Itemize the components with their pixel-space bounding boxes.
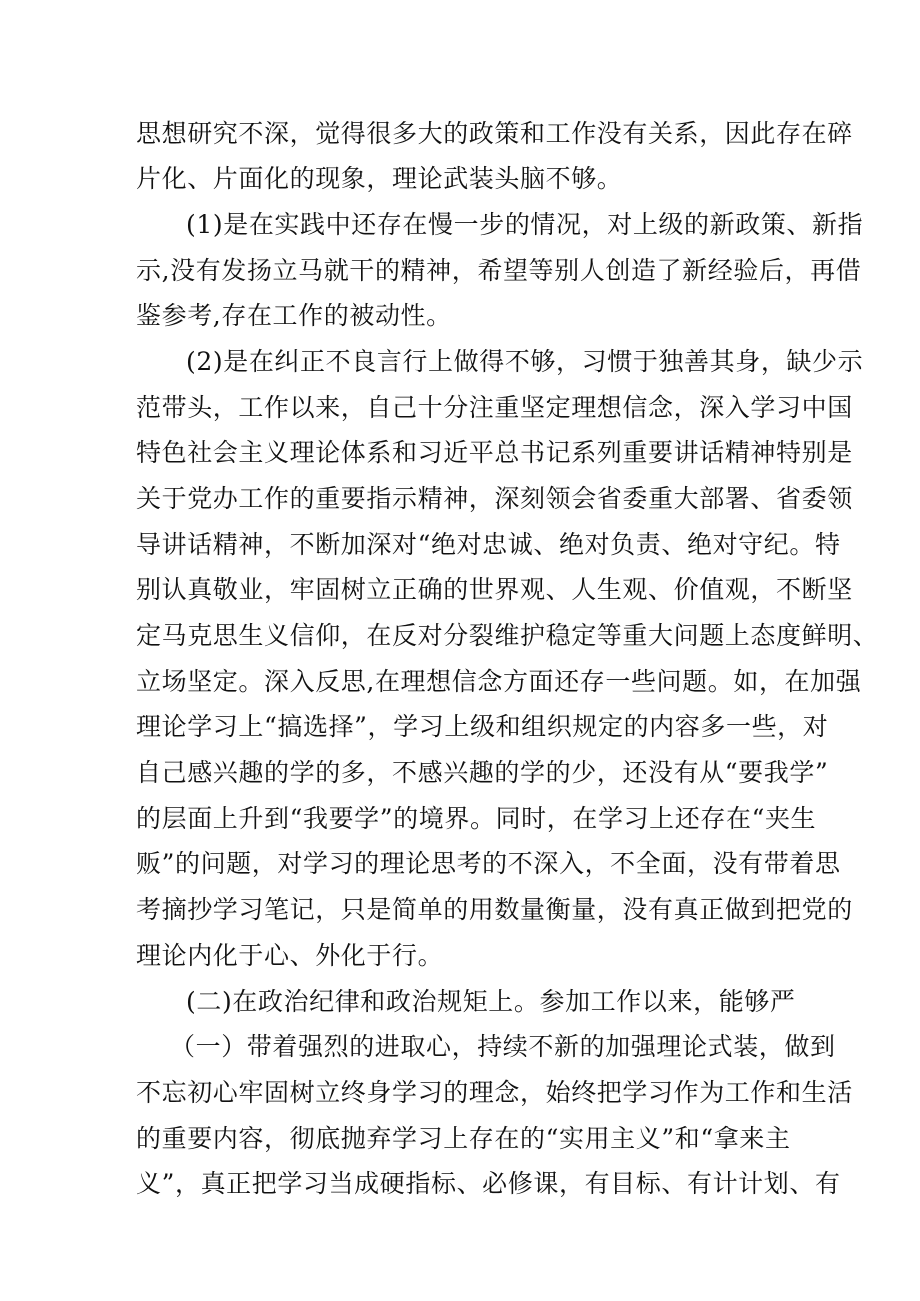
text-line: 不忘初心牢固树立终身学习的理念，始终把学习作为工作和生活 [136, 1078, 853, 1107]
text-line: 的重要内容，彻底抛弃学习上存在的“实用主义”和“拿来主 [136, 1124, 791, 1153]
text-line: 自己感兴趣的学的多，不感兴趣的学的少，还没有从“要我学” [136, 758, 829, 787]
text-line: (1)是在实践中还存在慢一步的情况，对上级的新政策、新指 [186, 210, 864, 239]
text-line: 理论学习上“搞选择”，学习上级和组织规定的内容多一些，对 [136, 712, 829, 741]
text-line: 关于党办工作的重要指示精神，深刻领会省委重大部署、省委领 [136, 484, 853, 513]
text-line: 思想研究不深，觉得很多大的政策和工作没有关系，因此存在碎 [136, 119, 853, 148]
text-line: 考摘抄学习笔记，只是简单的用数量衡量，没有真正做到把党的 [136, 895, 853, 924]
text-line: 贩”的问题，对学习的理论思考的不深入，不全面，没有带着思 [136, 849, 841, 878]
text-line: (2)是在纠正不良言行上做得不够，习惯于独善其身，缺少示 [186, 347, 864, 376]
text-line: 理论内化于心、外化于行。 [136, 941, 444, 970]
text-line: 立场坚定。深入反思,在理想信念方面还存一些问题。如，在加强 [136, 667, 862, 696]
text-line: 特色社会主义理论体系和习近平总书记系列重要讲话精神特别是 [136, 438, 853, 467]
text-line: 别认真敬业，牢固树立正确的世界观、人生观、价值观，不断坚 [136, 575, 853, 604]
text-line: 的层面上升到“我要学”的境界。同时，在学习上还存在“夹生 [136, 804, 817, 833]
text-line: 鉴参考,存在工作的被动性。 [136, 301, 452, 330]
text-line: (二)在政治纪律和政治规矩上。参加工作以来，能够严 [186, 987, 796, 1016]
text-line: 导讲话精神，不断加深对“绝对忠诚、绝对负责、绝对守纪。特 [136, 530, 841, 559]
text-line: 范带头，工作以来，自己十分注重坚定理想信念，深入学习中国 [136, 393, 853, 422]
text-line: 示,没有发扬立马就干的精神，希望等别人创造了新经验后，再借 [136, 256, 862, 285]
text-line: 义”，真正把学习当成硬指标、必修课，有目标、有计计划、有 [136, 1169, 841, 1198]
text-line: （一）带着强烈的进取心，持续不新的加强理论式装，做到 [170, 1032, 836, 1061]
text-line: 片化、片面化的现象，理论武装头脑不够。 [136, 164, 623, 193]
text-line: 定马克思生义信仰，在反对分裂维护稳定等重大问题上态度鲜明、 [136, 621, 879, 650]
